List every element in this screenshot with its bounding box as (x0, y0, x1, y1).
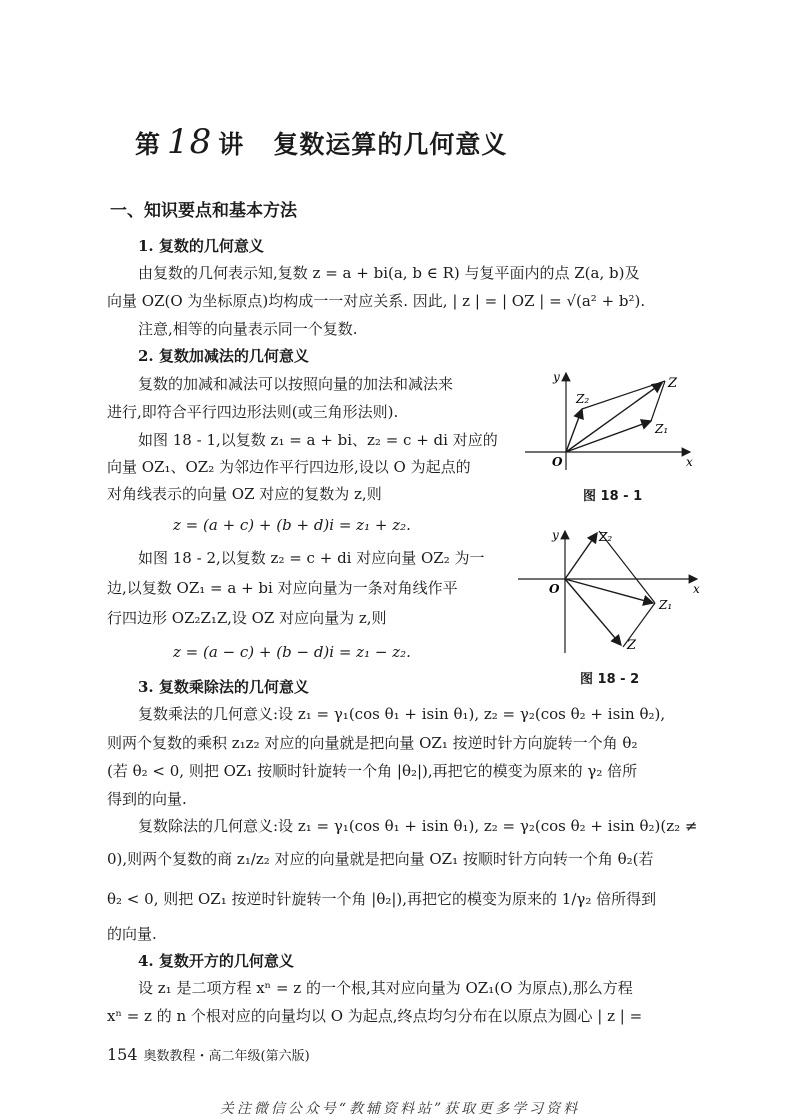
text-line: xⁿ = z 的 n 个根对应的向量均以 O 为起点,终点均匀分布在以原点为圆心 | z | = (107, 1007, 643, 1025)
text-line: 设 z₁ 是二项方程 xⁿ = z 的一个根,其对应向量为 OZ₁(O 为原点),那么方程 (138, 979, 633, 997)
figure-18-1 (520, 365, 700, 475)
svg-text:y: y (552, 528, 559, 542)
text-line: 0),则两个复数的商 z₁/z₂ 对应的向量就是把向量 OZ₁ 按顺时针方向转一个角 θ₂(若 (107, 850, 654, 868)
text-line: 注意,相等的向量表示同一个复数. (138, 320, 358, 338)
text-line: 进行,即符合平行四边形法则(或三角形法则). (107, 403, 399, 421)
svg-text:Z₂: Z₂ (576, 392, 590, 406)
text-line: 行四边形 OZ₂Z₁Z,设 OZ 对应向量为 z,则 (107, 609, 387, 627)
text-line: 则两个复数的乘积 z₁z₂ 对应的向量就是把向量 OZ₁ 按逆时针方向旋转一个角 θ₂ (107, 734, 638, 752)
svg-text:x: x (693, 582, 700, 596)
subsection-4-heading: 4. 复数开方的几何意义 (138, 952, 294, 970)
page-number: 154 (107, 1045, 138, 1064)
page-footer (107, 1045, 310, 1064)
watermark: 关注微信公众号“教辅资料站”获取更多学习资料 (219, 1101, 581, 1117)
figure-18-2 (515, 525, 705, 655)
svg-text:Z₁: Z₁ (659, 598, 673, 612)
subsection-2-heading: 2. 复数加减法的几何意义 (138, 347, 309, 365)
text-line: 复数乘法的几何意义:设 z₁ = γ₁(cos θ₁ + isin θ₁), z₂ = γ₂(cos θ₂ + isin θ₂), (138, 705, 666, 723)
text-line: 边,以复数 OZ₁ = a + bi 对应向量为一条对角线作平 (107, 579, 458, 597)
text-line: 的向量. (107, 925, 157, 943)
page-title: 第 18 讲 复数运算的几何意义 (135, 122, 508, 162)
text-line: 如图 18 - 2,以复数 z₂ = c + di 对应向量 OZ₂ 为一 (138, 549, 485, 567)
svg-text:Z: Z (668, 376, 678, 391)
svg-text:Z: Z (627, 638, 637, 653)
subsection-1-heading: 1. 复数的几何意义 (138, 237, 264, 255)
text-line: (若 θ₂ < 0, 则把 OZ₁ 按顺时针旋转一个角 |θ₂|),再把它的模变为原来的 γ₂ 倍所 (107, 762, 638, 780)
svg-text:y: y (553, 370, 560, 384)
text-line: 对角线表示的向量 OZ 对应的复数为 z,则 (107, 485, 382, 503)
text-line: 得到的向量. (107, 790, 187, 808)
svg-text:Z₁: Z₁ (655, 422, 669, 436)
section-heading: 一、知识要点和基本方法 (110, 201, 297, 221)
figure-18-2-caption: 图 18 - 2 (580, 672, 640, 687)
text-line: 如图 18 - 1,以复数 z₁ = a + bi、z₂ = c + di 对应的 (138, 431, 498, 449)
svg-text:Z₂: Z₂ (599, 530, 613, 544)
equation-sum: z = (a + c) + (b + d)i = z₁ + z₂. (173, 516, 411, 534)
svg-text:O: O (549, 582, 560, 596)
text-line: 向量 OZ₁、OZ₂ 为邻边作平行四边形,设以 O 为起点的 (107, 458, 471, 476)
book-title: 奥数教程・高二年级(第六版) (143, 1049, 310, 1064)
svg-text:x: x (686, 455, 693, 469)
text-line: 复数除法的几何意义:设 z₁ = γ₁(cos θ₁ + isin θ₁), z₂ = γ₂(cos θ₂ + isin θ₂)(z₂ ≠ (138, 817, 698, 835)
figure-18-1-caption: 图 18 - 1 (583, 489, 643, 504)
text-line: 向量 OZ(O 为坐标原点)均构成一一对应关系. 因此, | z | = | OZ | = √(a² + b²). (107, 292, 646, 310)
equation-difference: z = (a − c) + (b − d)i = z₁ − z₂. (173, 643, 411, 661)
text-line: θ₂ < 0, 则把 OZ₁ 按逆时针旋转一个角 |θ₂|),再把它的模变为原来的 1/γ₂ 倍所得到 (107, 890, 657, 908)
text-line: 复数的加减和减法可以按照向量的加法和减法来 (138, 375, 454, 393)
svg-text:O: O (552, 455, 563, 469)
subsection-3-heading: 3. 复数乘除法的几何意义 (138, 678, 309, 696)
text-line: 由复数的几何表示知,复数 z = a + bi(a, b ∈ R) 与复平面内的点 Z(a, b)及 (138, 264, 640, 282)
